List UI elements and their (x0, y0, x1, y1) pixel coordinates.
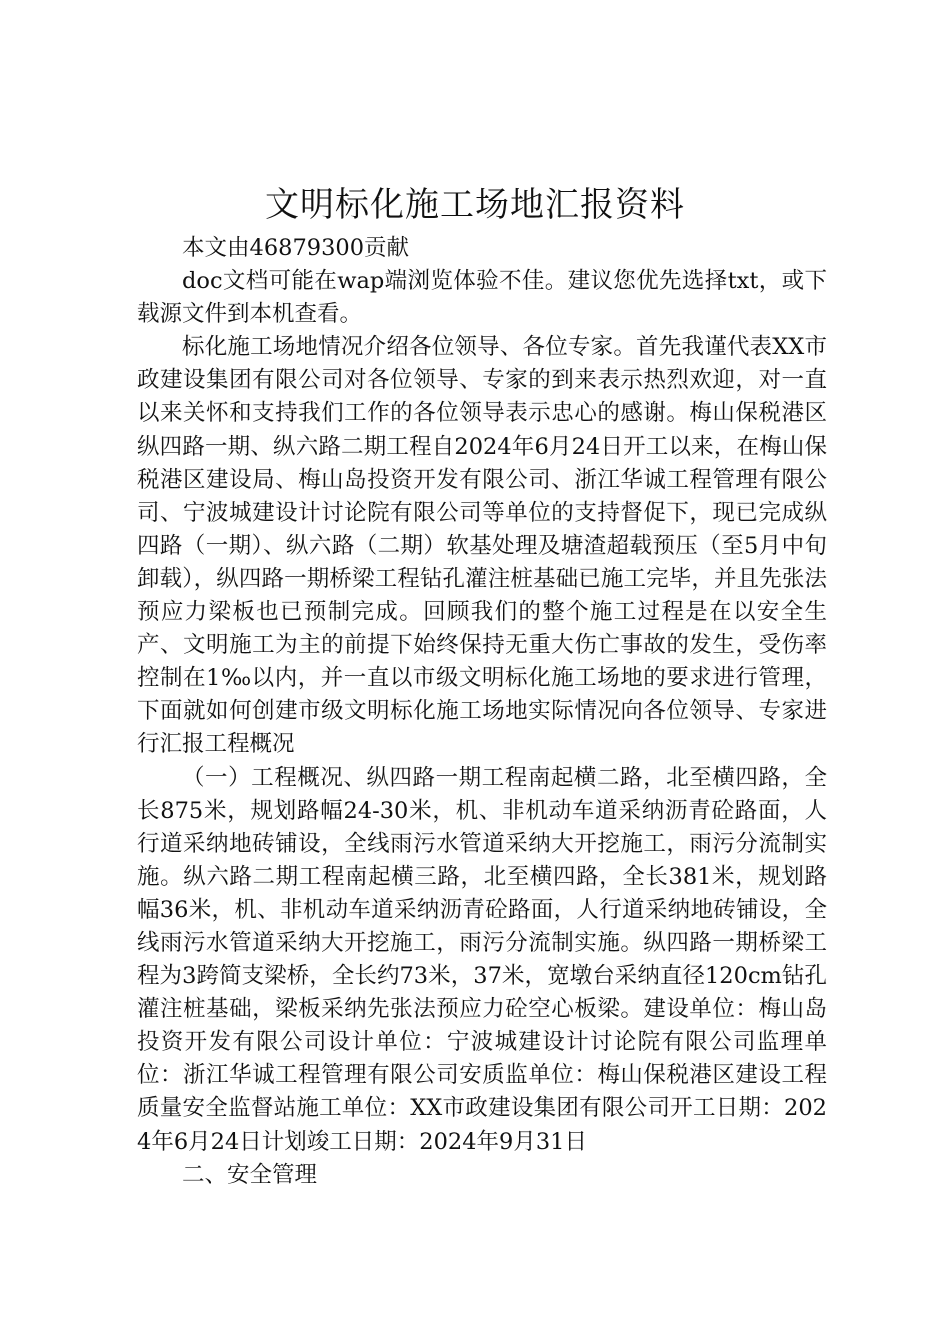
contributor-line: 本文由46879300贡献 (182, 235, 410, 261)
paragraph-project-overview: （一）工程概况、纵四路一期工程南起横二路，北至横四路，全长875米，规划路幅24-30米，机、非机动车道采纳沥青砼路面，人行道采纳地砖铺设，全线雨污水管道采纳大开挖施工，雨污分流制实施。纵六路二期工程南起横三路，北至横四路，全长381米，规划路幅36米，机、非机动车道采纳沥青砼路面，人行道采纳地砖铺设，全线雨污水管道采纳大开挖施工，雨污分流制实施。纵四路一期桥梁工程为3跨简支梁桥，全长约73米，37米，宽墩台采纳直径120cm钻孔灌注桩基础，梁板采纳先张法预应力砼空心板梁。建设单位：梅山岛投资开发有限公司设计单位：宁波城建设计讨论院有限公司监理单位：浙江华诚工程管理有限公司安质监单位：梅山保税港区建设工程质量安全监督站施工单位：XX市政建设集团有限公司开工日期：2024年6月24日计划竣工日期：2024年9月31日 (137, 764, 827, 1155)
document-body (137, 232, 827, 1192)
paragraph-intro: 标化施工场地情况介绍各位领导、各位专家。首先我谨代表XX市政建设集团有限公司对各位领导、专家的到来表示热烈欢迎，对一直以来关怀和支持我们工作的各位领导表示忠心的感谢。梅山保税港区纵四路一期、纵六路二期工程自2024年6月24日开工以来，在梅山保税港区建设局、梅山岛投资开发有限公司、浙江华诚工程管理有限公司、宁波城建设计讨论院有限公司等单位的支持督促下，现已完成纵四路（一期）、纵六路（二期）软基处理及塘渣超载预压（至5月中旬卸载），纵四路一期桥梁工程钻孔灌注桩基础已施工完毕，并且先张法预应力梁板也已预制完成。回顾我们的整个施工过程是在以安全生产、文明施工为主的前提下始终保持无重大伤亡事故的发生，受伤率控制在1‰以内，并一直以市级文明标化施工场地的要求进行管理，下面就如何创建市级文明标化施工场地实际情况向各位领导、专家进行汇报工程概况 (137, 334, 827, 758)
section-heading-safety: 二、安全管理 (182, 1161, 318, 1188)
document-title: 文明标化施工场地汇报资料 (265, 185, 685, 225)
format-notice: doc文档可能在wap端浏览体验不佳。建议您优先选择txt，或下载源文件到本机查看。 (137, 268, 827, 328)
